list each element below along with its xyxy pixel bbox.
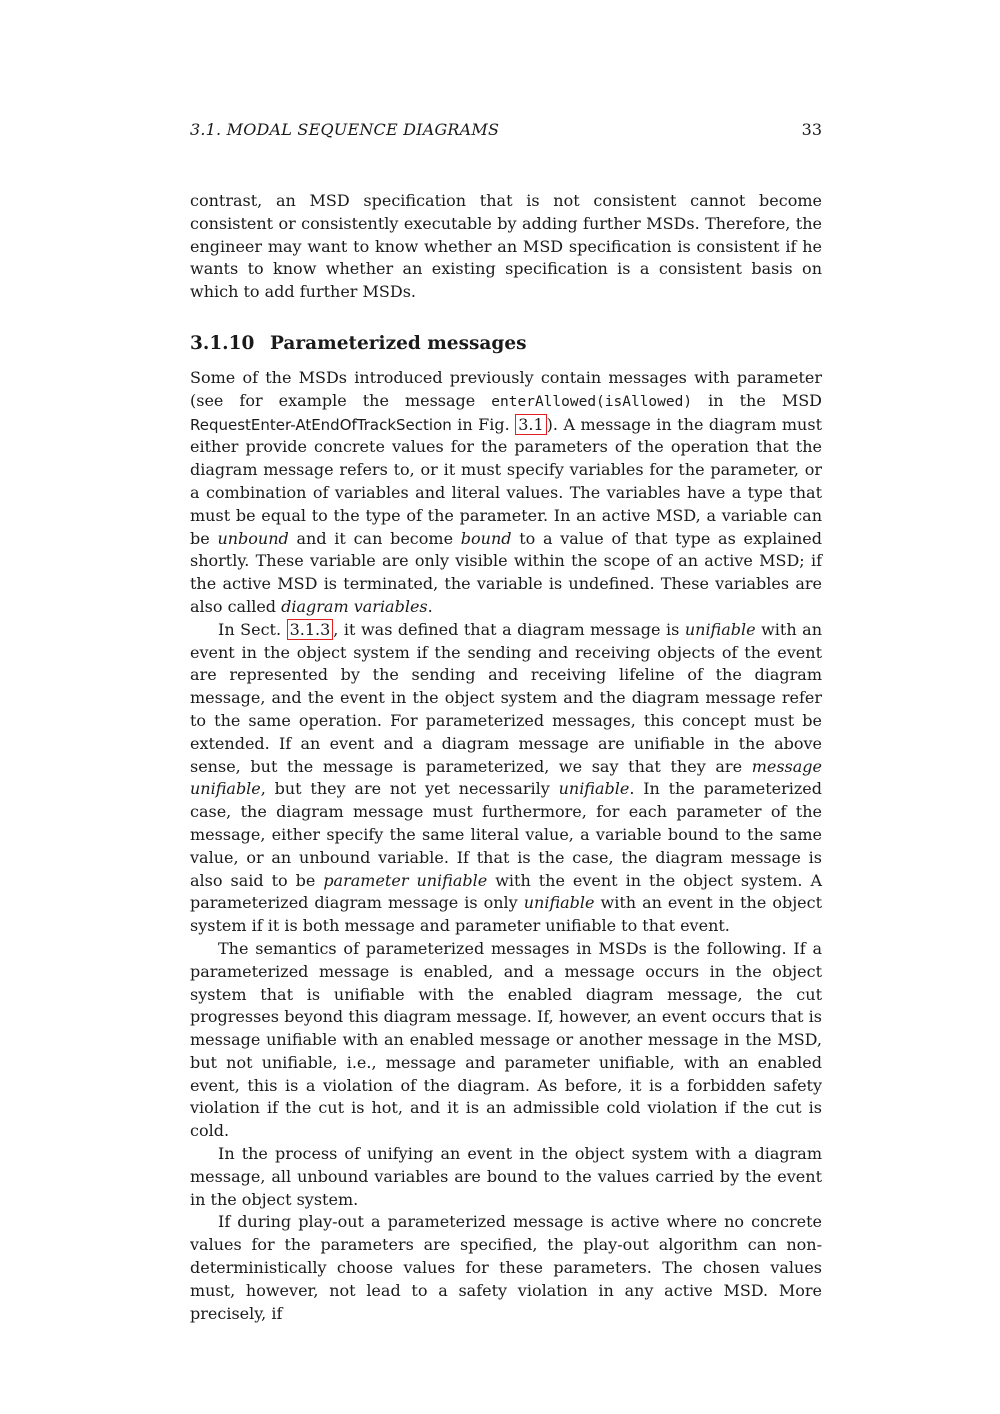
page-body bbox=[190, 190, 822, 1325]
emphasis: message unifiable bbox=[190, 756, 822, 799]
text-run: in the MSD bbox=[692, 390, 822, 410]
text-run: with the event in the object system. A parameterized diagram message is only bbox=[190, 870, 823, 913]
text-run: Some of the MSDs introduced previously contain messages with parameter (see for example the message bbox=[190, 367, 822, 410]
text-run: . In the parameterized case, the diagram message must furthermore, for each parameter of the message, either specify the same literal value, a variable bound to the same value, or an unbound variable. If that is the case, the diagram message is also said to be bbox=[190, 779, 823, 890]
text-run: to a value of that type as explained shortly. These variable are only visible within the scope of an active MSD; if the active MSD is terminated, the variable is undefined. These variables are also called bbox=[190, 528, 823, 616]
code-message-name: enterAllowed(isAllowed) bbox=[491, 393, 693, 410]
emphasis: unifiable bbox=[684, 619, 756, 639]
text-run: ). A message in the diagram must either provide concrete values for the parameters of the operation that the diagram message refers to, or it must specify variables for the parameter, or a combination of variables and literal values. The variables have a type that must be equal to the type of the parameter. In an active MSD, a variable can be bbox=[190, 414, 822, 548]
section-reference-link[interactable]: 3.1.3 bbox=[287, 619, 334, 640]
page-number: 33 bbox=[801, 120, 822, 139]
paragraph-unifiable bbox=[190, 619, 822, 938]
text-run: in Fig. bbox=[451, 414, 516, 434]
text-run: In Sect. bbox=[218, 619, 287, 639]
text-run: with an event in the object system if the sending and receiving objects of the event are represented by the sending and receiving lifeline of the diagram message, and the event in the object system and the diagram message refer to the same operation. For parameterized messages, this concept must be extended. If an event and a diagram message are unifiable in the above sense, but the message is parameterized, we say that they are bbox=[190, 619, 823, 776]
paragraph-intro bbox=[190, 367, 822, 619]
paragraph-binding: In the process of unifying an event in the object system with a diagram message, all unbound variables are bound to the values carried by the event in the object system. bbox=[190, 1144, 822, 1209]
emphasis: unifiable bbox=[558, 779, 630, 799]
text-run: . bbox=[427, 596, 433, 616]
emphasis: parameter unifiable bbox=[323, 870, 488, 890]
emphasis: unifiable bbox=[523, 893, 595, 913]
section-number: 3.1.10 bbox=[190, 332, 255, 354]
text-run: , but they are not yet necessarily bbox=[260, 779, 559, 799]
page-header bbox=[190, 120, 822, 144]
emphasis: diagram variables bbox=[281, 596, 428, 616]
paragraph-semantics: The semantics of parameterized messages in MSDs is the following. If a parameterized message is enabled, and a message occurs in the object system that is unifiable with the enabled diagram message, the cut progresses beyond this diagram message. If, however, an event occurs that is message unifiable with an enabled message or another message in the MSD, but not unifiable, i.e., message and parameter unifiable, with an enabled event, this is a violation of the diagram. As before, it is a forbidden safety violation if the cut is hot, and it is an admissible cold violation if the cut is cold. bbox=[190, 938, 822, 1141]
figure-reference-link[interactable]: 3.1 bbox=[515, 414, 546, 435]
emphasis: unbound bbox=[217, 528, 289, 548]
emphasis: bound bbox=[460, 528, 512, 548]
paragraph-continuation: contrast, an MSD specification that is not consistent cannot become consistent or consistently executable by adding further MSDs. Therefore, the engineer may want to know whether an MSD specification is consistent if he wants to know whether an existing specification is a consistent basis on which to add further MSDs. bbox=[190, 191, 822, 302]
section-title: Parameterized messages bbox=[270, 332, 527, 354]
text-run: and it can become bbox=[288, 528, 461, 548]
running-head: 3.1. MODAL SEQUENCE DIAGRAMS bbox=[190, 120, 500, 139]
text-run: , it was defined that a diagram message is bbox=[333, 619, 685, 639]
msd-name: RequestEnter-AtEndOfTrackSection bbox=[190, 415, 452, 434]
text-run: with an event in the object system if it is both message and parameter unifiable to that event. bbox=[190, 893, 823, 936]
paragraph-play-out: If during play-out a parameterized message is active where no concrete values for the parameters are specified, the play-out algorithm can non-deterministically choose values for these parameters. The chosen values must, however, not lead to a safety violation in any active MSD. More precisely, if bbox=[190, 1212, 822, 1323]
section-heading bbox=[190, 331, 822, 357]
